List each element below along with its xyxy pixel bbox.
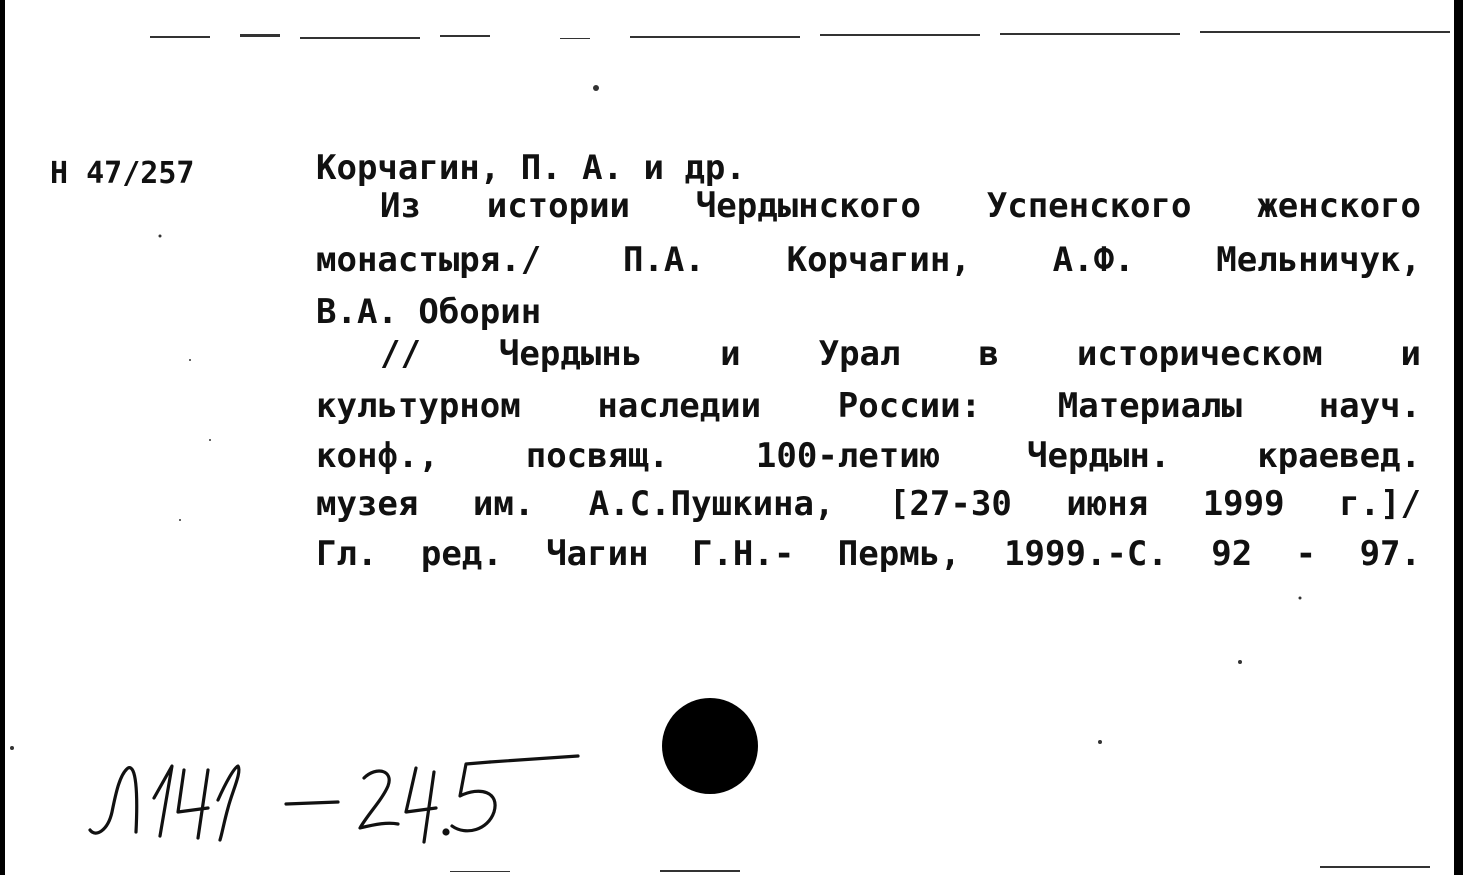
authors-line: В.А. Оборин (316, 292, 542, 332)
source-line-1: // Чердынь и Урал в историческом и (380, 334, 1421, 374)
source-line-3: конф., посвящ. 100-летию Чердын. краевед. (316, 436, 1421, 476)
source-line-5: Гл. ред. Чагин Г.Н.- Пермь, 1999.-С. 92 - 97. (316, 534, 1421, 574)
shelf-mark: Н 47/257 (50, 156, 195, 191)
scan-edge-right (1454, 0, 1463, 875)
author-line: Корчагин, П. А. и др. (316, 148, 746, 188)
source-line-2: культурном наследии России: Материалы науч. (316, 386, 1421, 426)
scan-edge-left (0, 0, 5, 875)
title-line-2: монастыря./ П.А. Корчагин, А.Ф. Мельничук, (316, 240, 1421, 280)
title-line-1: Из истории Чердынского Успенского женского (380, 186, 1421, 226)
source-line-4: музея им. А.С.Пушкина, [27-30 июня 1999 г.]/ (316, 484, 1421, 524)
punch-hole (662, 698, 758, 794)
handwritten-note (82, 752, 602, 852)
